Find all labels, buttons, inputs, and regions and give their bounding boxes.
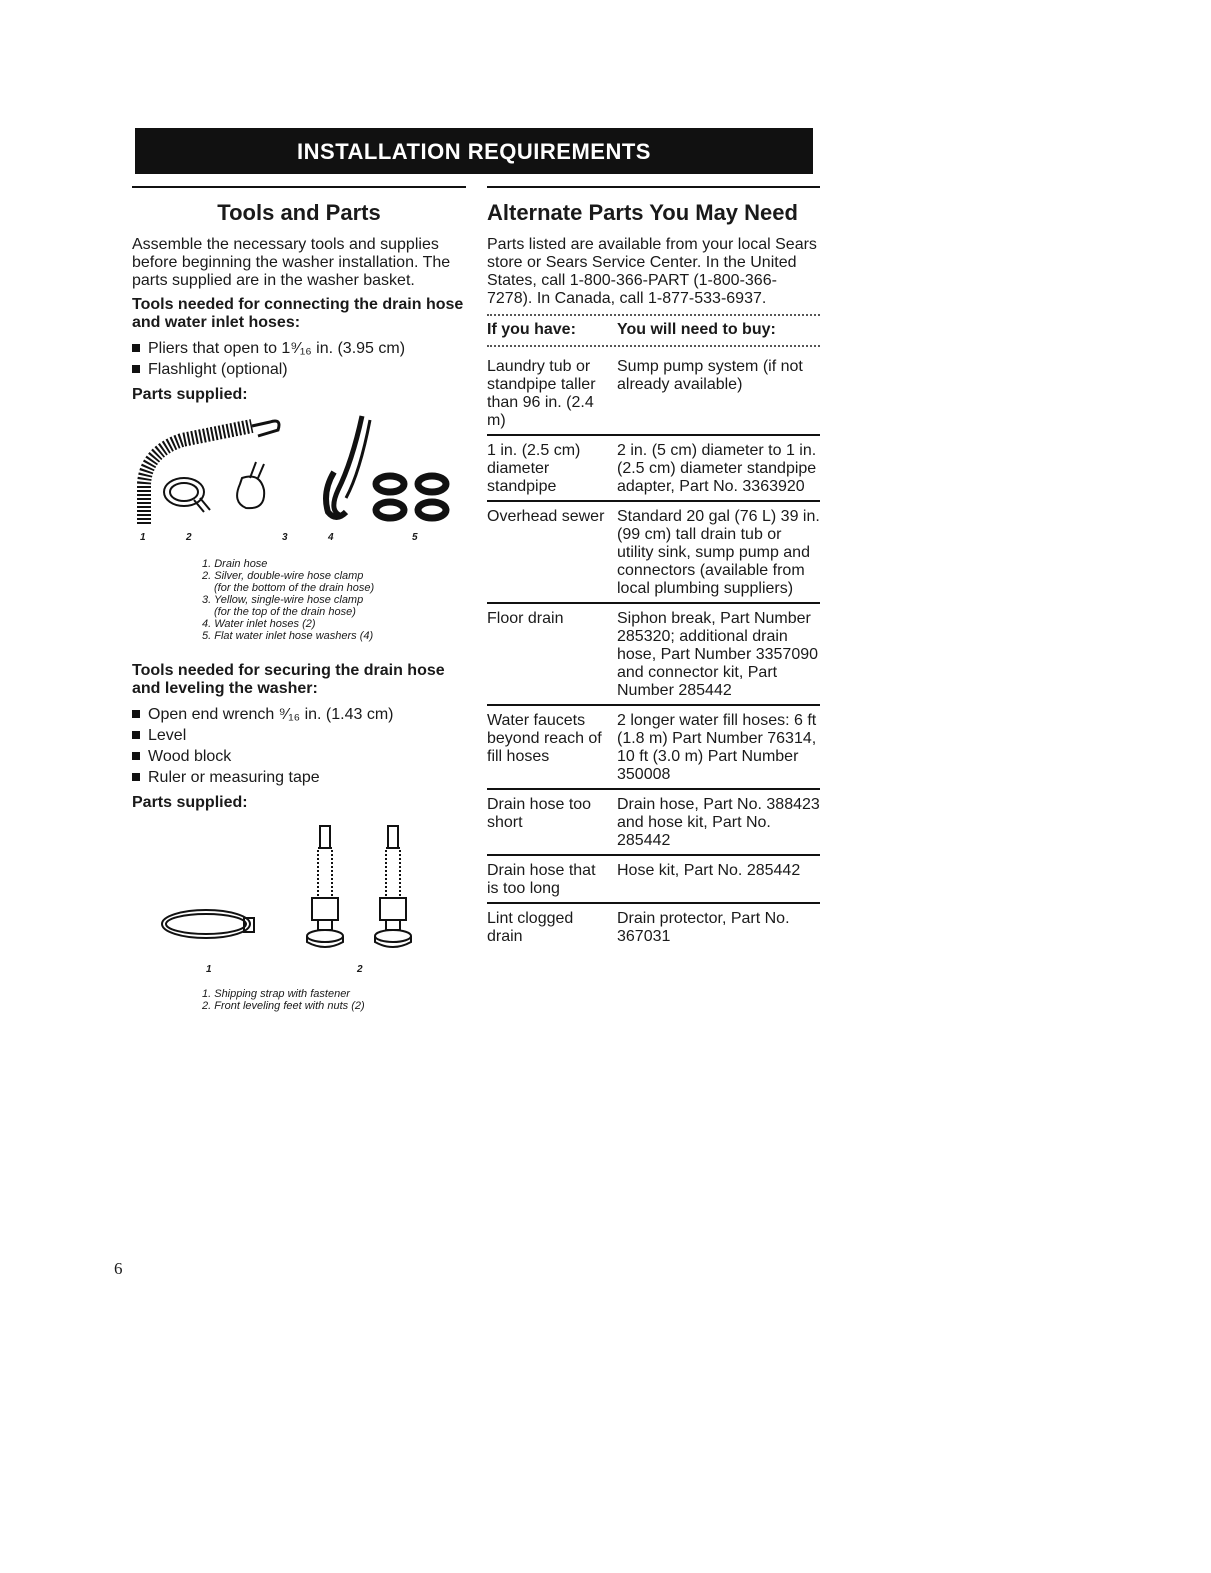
parts-supplied-heading: Parts supplied: <box>132 794 248 811</box>
alternate-parts-heading: Alternate Parts You May Need <box>487 200 798 225</box>
caption-item: 2. Front leveling feet with nuts (2) <box>202 1000 365 1012</box>
figure-number: 1 <box>206 964 212 975</box>
table-row: Water faucets beyond reach of fill hoses 2 longer water fill hoses: 6 ft (1.8 m) Part Number 76314, 10 ft (3.0 m) Part Number 350008 <box>487 704 820 788</box>
table-row: Floor drain Siphon break, Part Number 285320; additional drain hose, Part Number 3357090 and connector kit, Part Number 285442 <box>487 602 820 704</box>
tools-secure-heading: Tools needed for securing the drain hose and leveling the washer: <box>132 662 445 697</box>
list-item: Wood block <box>132 746 466 767</box>
top-rule <box>487 186 820 188</box>
table-row: Laundry tub or standpipe taller than 96 in. (2.4 m) Sump pump system (if not already available) <box>487 358 803 429</box>
table-row: 1 in. (2.5 cm) diameter standpipe 2 in. (5 cm) diameter to 1 in. (2.5 cm) diameter standpipe adapter, Part No. 3363920 <box>487 434 820 500</box>
caption-item: 5. Flat water inlet hose washers (4) <box>202 630 374 642</box>
bullet-icon <box>132 344 140 352</box>
caption-item: 1. Shipping strap with fastener <box>202 988 350 1000</box>
column-header-buy: You will need to buy: <box>617 321 776 338</box>
page-number: 6 <box>114 1259 123 1278</box>
shipping-strap-icon <box>162 910 254 938</box>
list-item: Open end wrench ⁹⁄₁₆ in. (1.43 cm) <box>132 704 466 725</box>
tools-parts-heading: Tools and Parts <box>217 200 381 225</box>
leveling-foot-icon <box>375 826 411 947</box>
caption-item: 4. Water inlet hoses (2) <box>202 618 316 630</box>
table-row: Drain hose that is too long Hose kit, Part No. 285442 <box>487 854 820 902</box>
water-inlet-hoses-icon <box>326 416 370 517</box>
leveling-foot-icon <box>307 826 343 947</box>
list-item: Pliers that open to 1⁹⁄₁₆ in. (3.95 cm) <box>132 338 466 359</box>
table-row: Overhead sewer Standard 20 gal (76 L) 39 in. (99 cm) tall drain tub or utility sink, sump pump and connectors (available from local plumbing suppliers) <box>487 500 820 602</box>
parts-illustration <box>132 412 466 550</box>
figure-number: 2 <box>357 964 363 975</box>
alternate-parts-intro: Parts listed are available from your local Sears store or Sears Service Center. In the United States, call 1-800-366-PART (1-800-366-7278). In Canada, call 1-877-533-6937. <box>487 236 817 307</box>
list-item: Ruler or measuring tape <box>132 767 466 788</box>
top-rule <box>132 186 466 188</box>
tools-parts-intro: Assemble the necessary tools and supplies before beginning the washer installation. The parts supplied are in the washer basket. <box>132 236 451 289</box>
tools-connect-heading: Tools needed for connecting the drain hose and water inlet hoses: <box>132 296 464 331</box>
caption-item: 2. Silver, double-wire hose clamp (for the bottom of the drain hose) <box>202 570 375 594</box>
bullet-icon <box>132 752 140 760</box>
parts-table-header <box>487 321 820 339</box>
list-item: Level <box>132 725 466 746</box>
figure-number: 5 <box>412 532 418 543</box>
bullet-icon <box>132 710 140 718</box>
divider <box>487 345 820 347</box>
leveling-parts-illustration <box>132 820 466 980</box>
list-item: Flashlight (optional) <box>132 359 466 380</box>
leveling-parts-svg <box>132 820 466 980</box>
figure-number: 3 <box>282 532 288 543</box>
section-banner: INSTALLATION REQUIREMENTS <box>135 128 813 174</box>
parts-supplied-heading: Parts supplied: <box>132 386 248 403</box>
bullet-icon <box>132 773 140 781</box>
column-header-have: If you have: <box>487 321 576 338</box>
single-wire-clamp-icon <box>237 462 264 508</box>
figure-number: 2 <box>186 532 192 543</box>
figure-number: 1 <box>140 532 146 543</box>
tools-and-parts-column <box>132 186 466 1012</box>
bullet-icon <box>132 365 140 373</box>
figure2-caption <box>202 988 466 1012</box>
bullet-icon <box>132 731 140 739</box>
caption-item: 3. Yellow, single-wire hose clamp (for the top of the drain hose) <box>202 594 364 618</box>
table-row: Drain hose too short Drain hose, Part No. 388423 and hose kit, Part No. 285442 <box>487 788 820 854</box>
drain-hose-parts-illustration <box>132 412 466 550</box>
alternate-parts-column <box>487 186 820 950</box>
hose-washers-icon <box>376 476 446 518</box>
figure1-caption <box>202 558 466 642</box>
tools-connect-list <box>132 338 466 380</box>
divider <box>487 314 820 316</box>
double-wire-clamp-icon <box>164 478 210 512</box>
drain-hose-icon <box>144 421 279 524</box>
tools-secure-list <box>132 704 466 788</box>
table-row: Lint clogged drain Drain protector, Part No. 367031 <box>487 902 820 950</box>
figure-number: 4 <box>328 532 334 543</box>
caption-item: 1. Drain hose <box>202 558 268 570</box>
